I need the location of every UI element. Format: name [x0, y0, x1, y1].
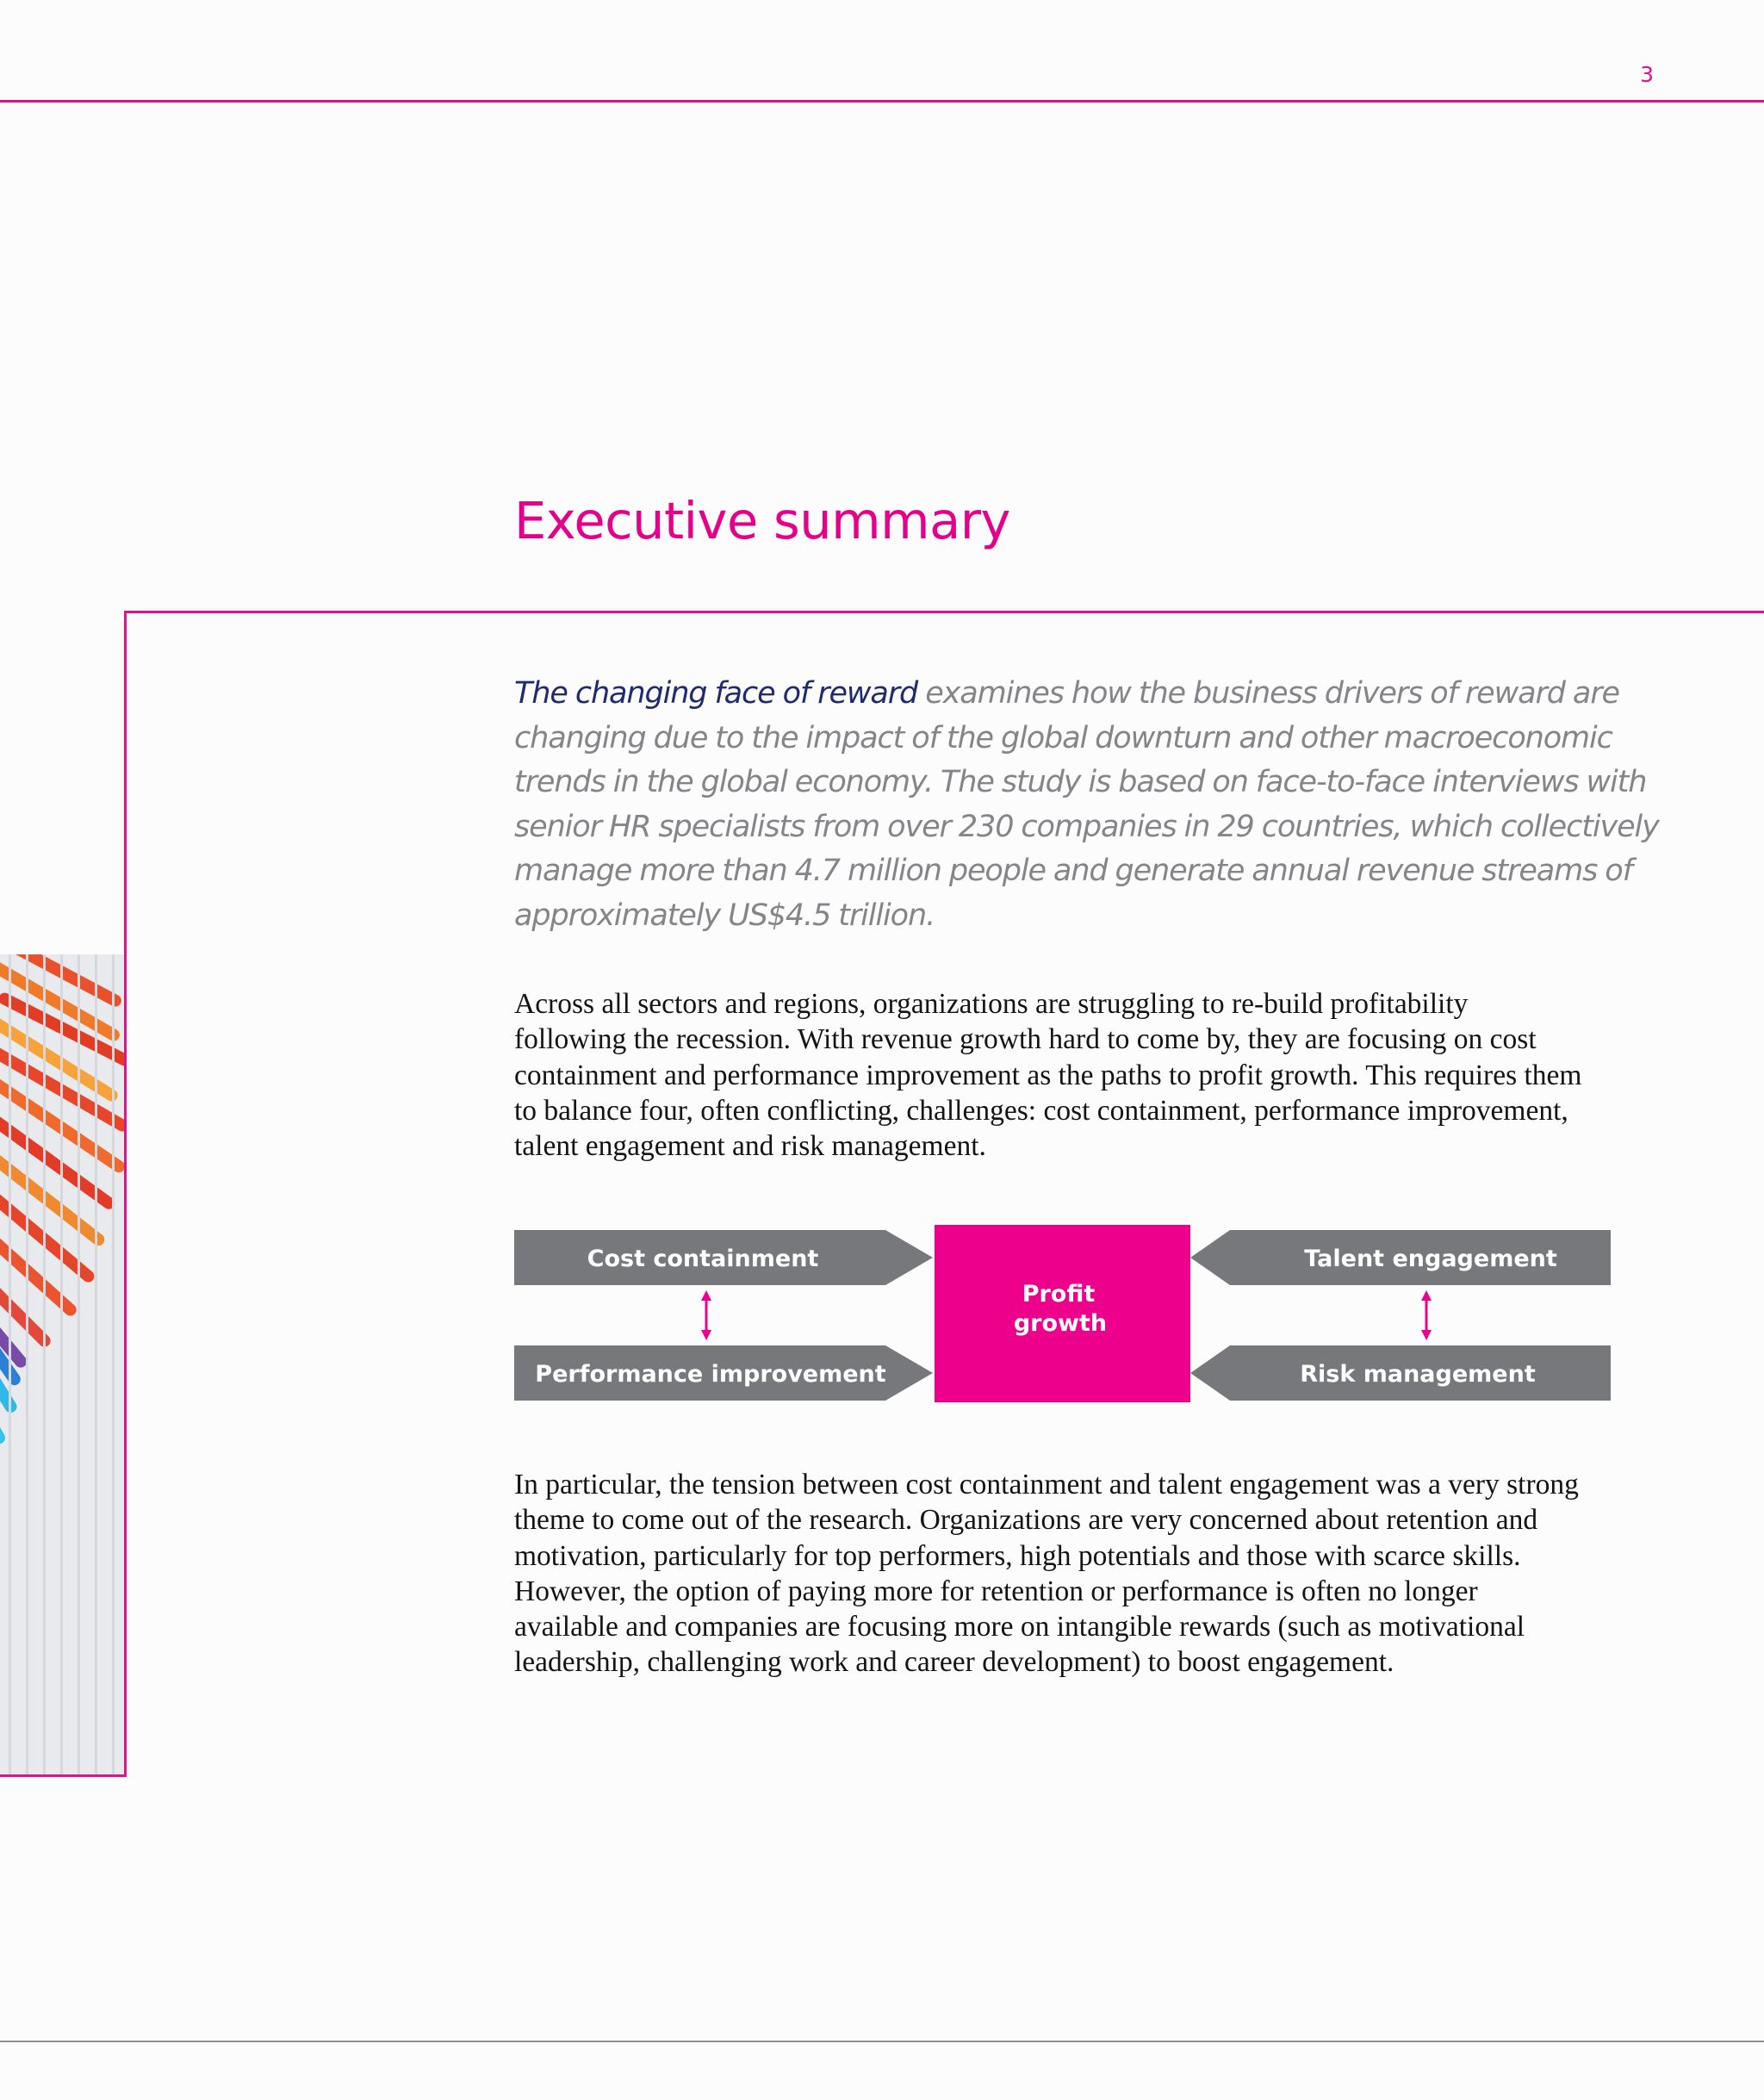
frame-bottom-edge: [0, 1774, 127, 1777]
left-tension-arrow-icon: [701, 1290, 711, 1340]
header-rule: [0, 100, 1764, 103]
body-paragraph-1: Across all sectors and regions, organizations are struggling to re-build profitability following the recession. With revenue growth hard to come by, they are focusing on cost containment and performance improvement as the paths to profit growth. This requires them to balance four, often conflicting, challenges: cost containment, performance improvement, talent engagement and risk management.: [514, 988, 1582, 1163]
profit-growth-diagram: [514, 1221, 1611, 1402]
body-paragraph-2: In particular, the tension between cost containment and talent engagement was a very strong theme to come out of the research. Organizations are very concerned about retention and motivation, particularly for top performers, high potentials and those with scarce skills. However, the option of paying more for retention or performance is often no longer available and companies are focusing more on intangible rewards (such as motivational leadership, challenging work and career development) to boost engagement.: [514, 1469, 1579, 1679]
intro-text: examines how the business drivers of reward are changing due to the impact of the global downturn and other macroeconomic trends in the global economy. The study is based on face-to-face interviews with senior HR specialists from over 230 companies in 29 countries, which collectively manage more than 4.7 million people and generate annual revenue streams of approximately US$4.5 trillion.: [514, 676, 1659, 933]
growth-label: growth: [1013, 1310, 1108, 1337]
talent-engagement-label: Talent engagement: [1304, 1246, 1557, 1272]
page-title: Executive summary: [514, 491, 1010, 550]
cost-containment-label: Cost containment: [587, 1246, 819, 1272]
performance-improvement-label: Performance improvement: [535, 1361, 886, 1388]
page-number: 3: [1640, 62, 1654, 87]
right-tension-arrow-icon: [1421, 1290, 1432, 1340]
profit-label: Profit: [1022, 1281, 1096, 1308]
intro-statement: [514, 672, 1660, 938]
footer-rule: [0, 2041, 1764, 2042]
decorative-photo: [0, 954, 124, 1774]
risk-management-label: Risk management: [1300, 1361, 1536, 1388]
report-title-highlight: The changing face of reward: [514, 676, 918, 711]
